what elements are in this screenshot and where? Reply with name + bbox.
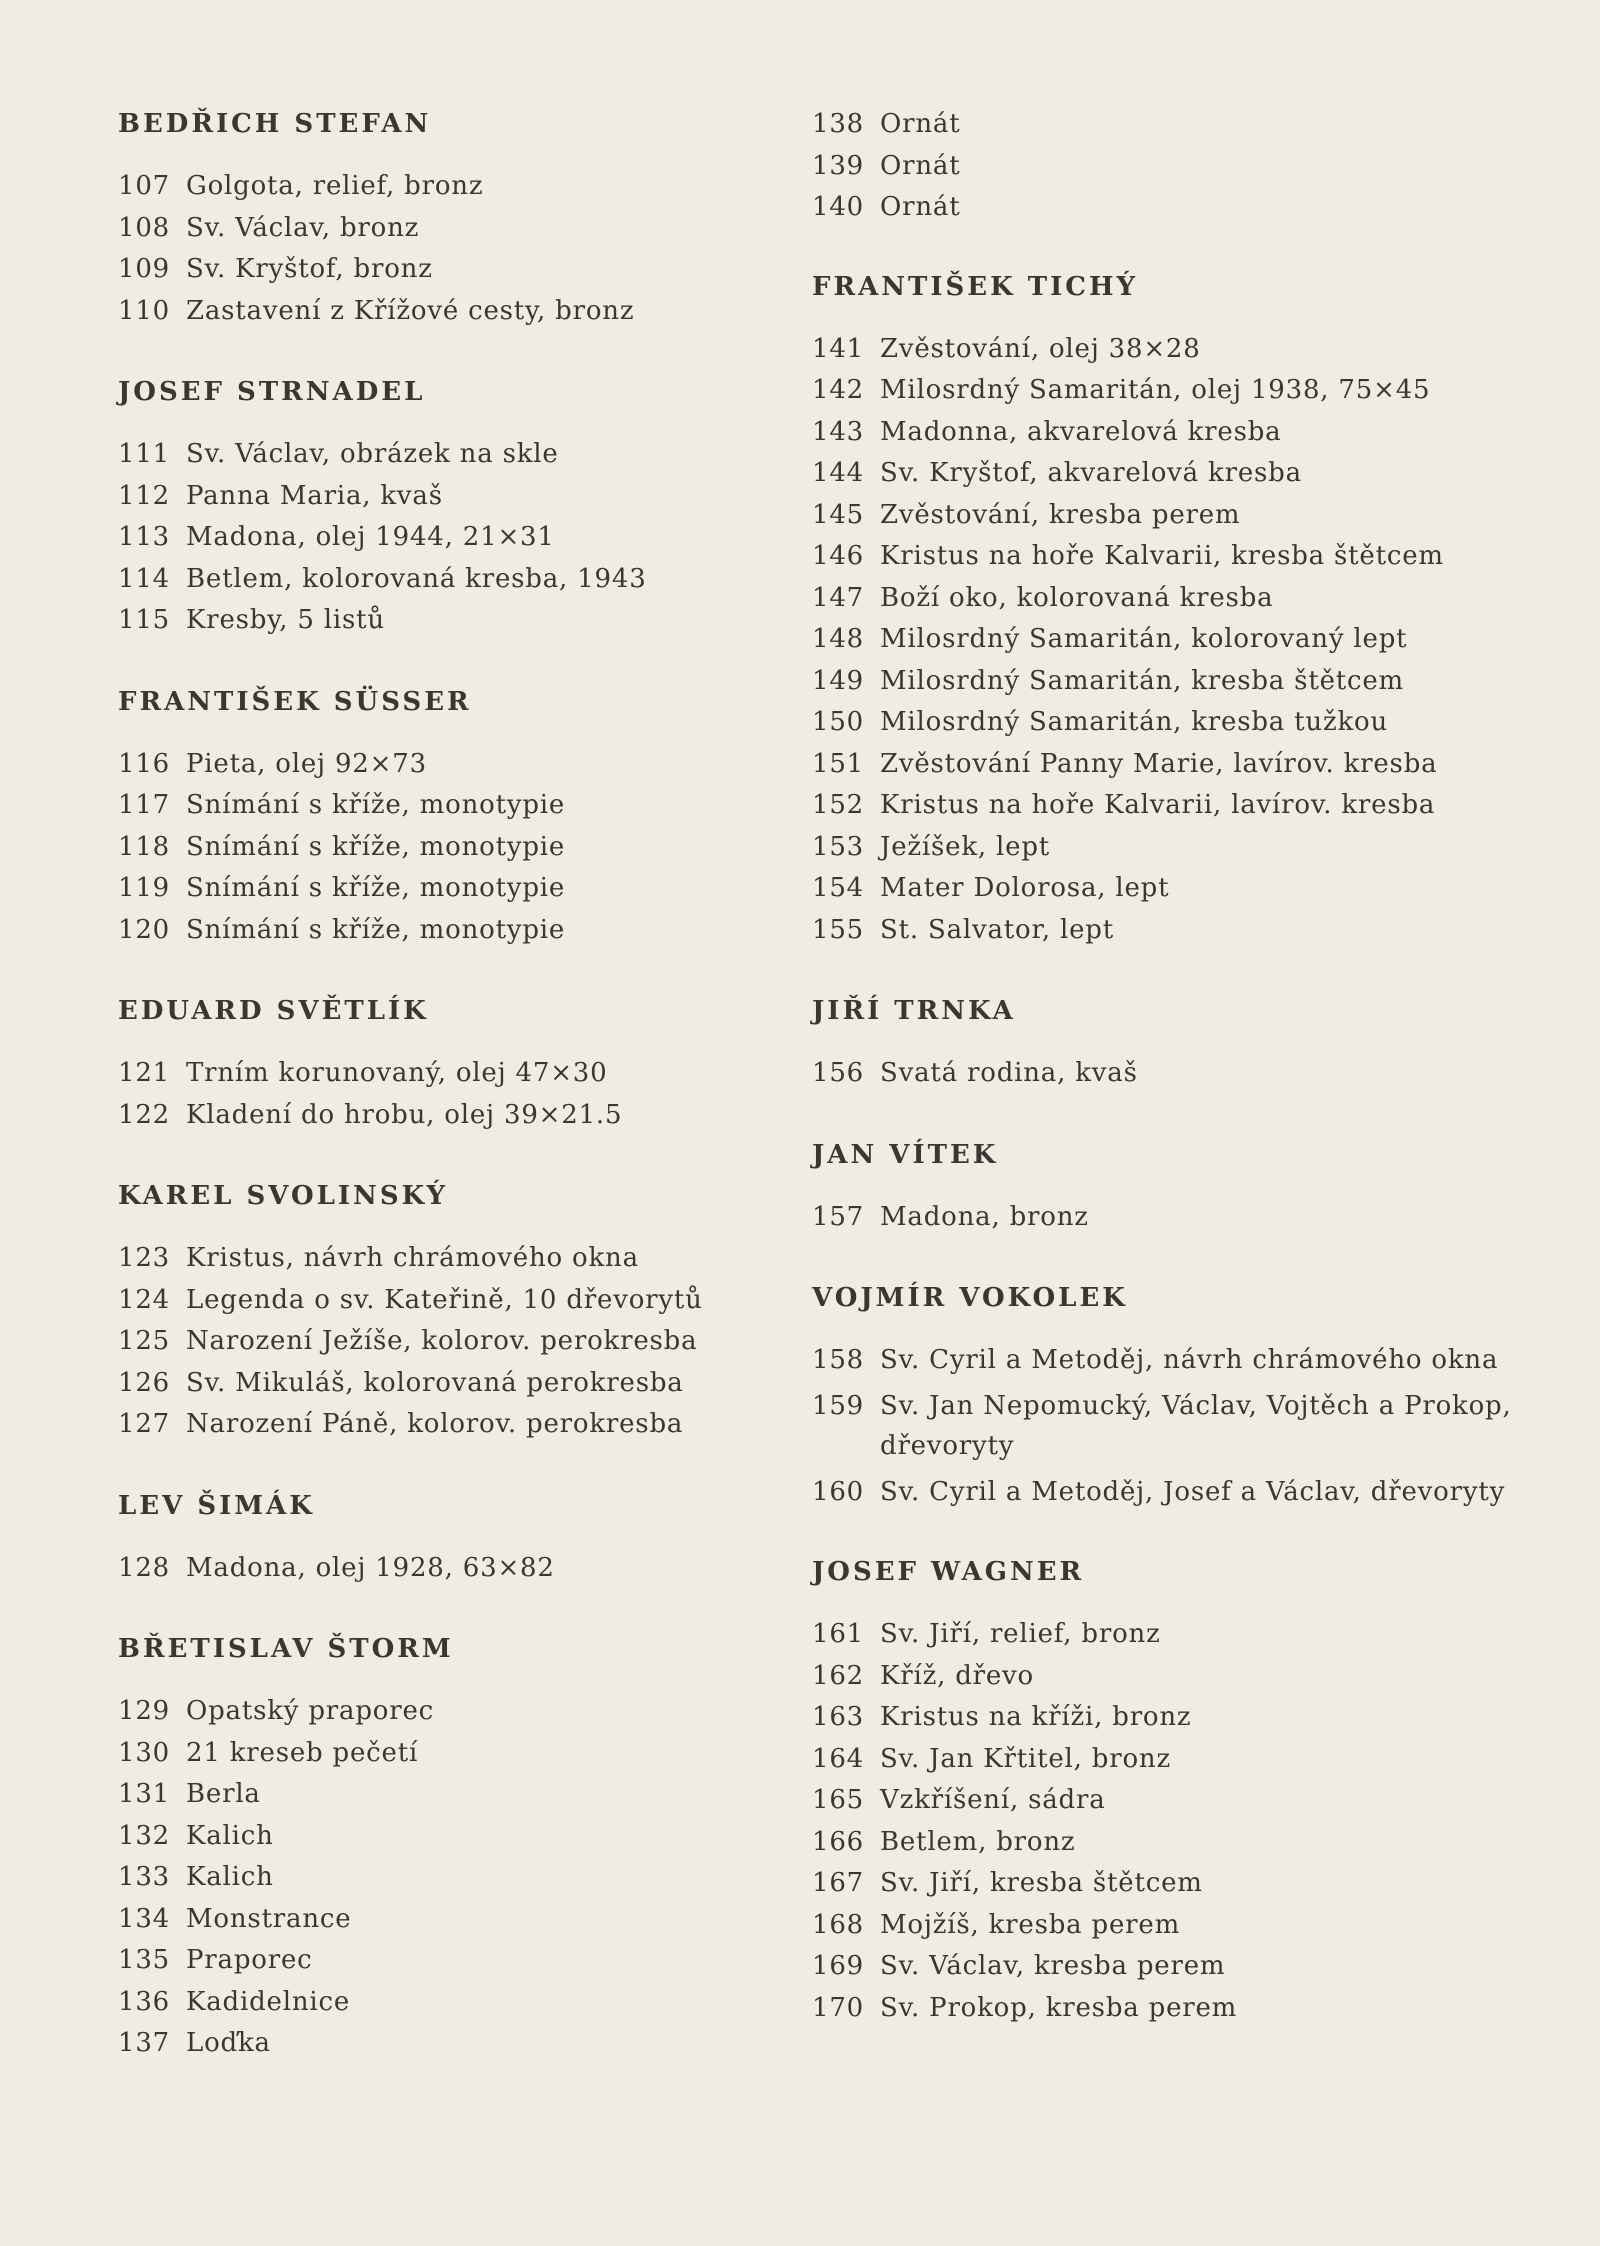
entry-title: Milosrdný Samaritán, kresba tužkou (880, 707, 1389, 737)
entry-title: Kalich (186, 1820, 274, 1851)
catalog-entry (812, 1780, 1532, 1822)
entry-title: Boží oko, kolorovaná kresba (880, 582, 1274, 613)
entry-list (812, 329, 1532, 952)
entry-title: Snímání s kříže, monotypie (186, 873, 566, 903)
entry-title: Narození Ježíše, kolorov. perokresba (186, 1326, 698, 1356)
entry-title: Kadidelnice (186, 1986, 351, 2017)
catalog-entry (812, 412, 1532, 454)
catalog-entry (118, 1857, 808, 1899)
catalog-entry (812, 1053, 1532, 1095)
catalog-entry (118, 1982, 808, 2024)
entry-number: 154 (812, 873, 865, 903)
entry-list (118, 1548, 808, 1590)
entry-number: 155 (812, 914, 865, 945)
entry-title: Mojžíš, kresba perem (880, 1909, 1181, 1940)
entry-number: 130 (118, 1737, 171, 1768)
entry-number: 124 (118, 1284, 171, 1315)
entry-title: Betlem, kolorovaná kresba, 1943 (186, 563, 647, 594)
entry-title: Praporec (186, 1945, 313, 1975)
entry-number: 119 (118, 873, 171, 903)
catalog-entry (812, 104, 1532, 146)
catalog-entry (812, 578, 1532, 620)
artist-section-frantisek-tichy (812, 267, 1532, 952)
entry-list (118, 1238, 808, 1446)
entry-number: 151 (812, 748, 865, 779)
entry-title: Ornát (880, 192, 961, 222)
entry-number: 169 (812, 1951, 865, 1981)
entry-number: 122 (118, 1099, 171, 1130)
entry-title: Kristus, návrh chrámového okna (186, 1243, 639, 1273)
entry-number: 168 (812, 1909, 865, 1940)
entry-number: 143 (812, 416, 865, 447)
entry-number: 120 (118, 914, 171, 945)
artist-section-josef-strnadel (118, 372, 808, 642)
entry-number: 164 (812, 1743, 865, 1774)
entry-title: Milosrdný Samaritán, kresba štětcem (880, 665, 1405, 696)
catalog-entry (118, 1940, 808, 1982)
entry-number: 133 (118, 1862, 171, 1892)
catalog-entry (118, 785, 808, 827)
entry-title: 21 kreseb pečetí (186, 1737, 419, 1768)
entry-title: Sv. Václav, bronz (186, 212, 420, 243)
entry-number: 161 (812, 1619, 865, 1649)
artist-name: FRANTIŠEK TICHÝ (812, 271, 1139, 302)
entry-number: 167 (812, 1868, 865, 1898)
artist-section-frantisek-susser (118, 682, 808, 952)
entry-title: Berla (186, 1779, 261, 1809)
entry-title: Sv. Jan Křtitel, bronz (880, 1743, 1171, 1774)
catalog-entry (812, 453, 1532, 495)
entry-list (812, 1614, 1532, 2029)
catalog-entry (118, 1816, 808, 1858)
entry-title: Sv. Prokop, kresba perem (880, 1992, 1238, 2023)
catalog-entry (812, 744, 1532, 786)
entry-title: Ornát (880, 109, 961, 139)
entry-number: 157 (812, 1201, 865, 1232)
artist-section-jan-vitek (812, 1135, 1532, 1239)
entry-number: 149 (812, 665, 865, 696)
entry-title: Kalich (186, 1862, 274, 1892)
right-column (812, 104, 1532, 2069)
entry-title: Zastavení z Křížové cesty, bronz (186, 295, 635, 326)
entry-title: Milosrdný Samaritán, kolorovaný lept (880, 624, 1408, 654)
entry-number: 170 (812, 1992, 865, 2023)
catalog-entry (118, 1774, 808, 1816)
catalog-entry (118, 1095, 808, 1137)
entry-number: 123 (118, 1243, 171, 1273)
entry-list (118, 1053, 808, 1136)
entry-number: 146 (812, 541, 865, 571)
entry-title: Zvěstování, olej 38×28 (880, 333, 1201, 364)
catalog-entry (118, 868, 808, 910)
catalog-entry (118, 559, 808, 601)
entry-number: 160 (812, 1477, 865, 1507)
entry-title: Kristus na hoře Kalvarii, lavírov. kresba (880, 790, 1436, 820)
entry-title: Pieta, olej 92×73 (186, 748, 427, 779)
entry-number: 150 (812, 707, 865, 737)
catalog-entry (812, 1340, 1532, 1380)
catalog-entry (118, 910, 808, 952)
entry-number: 109 (118, 254, 171, 284)
entry-title: Panna Maria, kvaš (186, 480, 443, 511)
entry-title: Madona, bronz (880, 1201, 1089, 1232)
entry-title: Sv. Cyril a Metoděj, návrh chrámového okna (880, 1345, 1499, 1375)
entry-title: Sv. Cyril a Metoděj, Josef a Václav, dřevoryty (880, 1477, 1506, 1507)
artist-name: JAN VÍTEK (812, 1139, 999, 1170)
entry-number: 121 (118, 1058, 171, 1088)
catalog-entry (812, 827, 1532, 869)
catalog-entry (118, 600, 808, 642)
entry-number: 148 (812, 624, 865, 654)
catalog-entry (118, 1053, 808, 1095)
entry-title: Snímání s kříže, monotypie (186, 790, 566, 820)
catalog-entry (812, 1472, 1532, 1512)
catalog-entry (118, 476, 808, 518)
entry-number: 117 (118, 790, 171, 820)
catalog-entry (118, 434, 808, 476)
entry-number: 144 (812, 458, 865, 488)
artist-name: EDUARD SVĚTLÍK (118, 996, 429, 1026)
entry-number: 138 (812, 109, 865, 139)
artist-name: JIŘÍ TRNKA (812, 996, 1016, 1026)
artist-section-bedrich-stefan (118, 104, 808, 332)
entry-title: Madona, olej 1928, 63×82 (186, 1552, 555, 1583)
catalog-entry (812, 619, 1532, 661)
entry-number: 131 (118, 1779, 171, 1809)
entry-number: 128 (118, 1552, 171, 1583)
artist-name: LEV ŠIMÁK (118, 1490, 315, 1521)
entry-title: Snímání s kříže, monotypie (186, 914, 566, 945)
entry-title: Vzkříšení, sádra (880, 1785, 1106, 1815)
entry-title: Snímání s kříže, monotypie (186, 831, 566, 862)
catalog-entry (812, 1197, 1532, 1239)
entry-number: 137 (118, 2028, 171, 2058)
entry-title: Trním korunovaný, olej 47×30 (186, 1058, 608, 1088)
catalog-entry (812, 702, 1532, 744)
artist-section-karel-svolinsky (118, 1176, 808, 1446)
entry-number: 115 (118, 605, 171, 635)
entry-number: 152 (812, 790, 865, 820)
entry-number: 147 (812, 582, 865, 613)
entry-title: Betlem, bronz (880, 1826, 1076, 1857)
catalog-entry (812, 146, 1532, 188)
artist-name: BEDŘICH STEFAN (118, 109, 432, 139)
catalog-entry (118, 166, 808, 208)
catalog-entry (118, 1733, 808, 1775)
entry-number: 162 (812, 1660, 865, 1691)
entry-number: 142 (812, 375, 865, 405)
catalog-entry (812, 1614, 1532, 1656)
entry-title: Kladení do hrobu, olej 39×21.5 (186, 1099, 623, 1130)
entry-title: Kresby, 5 listů (186, 605, 385, 635)
catalog-entry (812, 785, 1532, 827)
artist-name: JOSEF WAGNER (812, 1557, 1085, 1587)
catalog-entry (812, 661, 1532, 703)
entry-title: Loďka (186, 2028, 271, 2058)
entry-title: Ježíšek, lept (880, 831, 1051, 862)
entry-number: 110 (118, 295, 171, 326)
entry-number: 156 (812, 1058, 865, 1088)
catalog-entry (812, 1905, 1532, 1947)
entry-number: 111 (118, 439, 171, 469)
catalog-entry (812, 1988, 1532, 2030)
artist-name: FRANTIŠEK SÜSSER (118, 686, 472, 717)
catalog-entry (118, 1404, 808, 1446)
entry-title: Kristus na kříži, bronz (880, 1702, 1192, 1732)
entry-title: Sv. Mikuláš, kolorovaná perokresba (186, 1367, 684, 1398)
catalog-entry (812, 1822, 1532, 1864)
entry-number: 153 (812, 831, 865, 862)
catalog-entry (812, 536, 1532, 578)
entry-number: 141 (812, 333, 865, 364)
entry-title: Zvěstování Panny Marie, lavírov. kresba (880, 748, 1438, 779)
artist-section-lev-simak (118, 1486, 808, 1590)
entry-list (118, 434, 808, 642)
artist-section-jiri-trnka (812, 991, 1532, 1095)
entry-title: Milosrdný Samaritán, olej 1938, 75×45 (880, 375, 1431, 405)
continued-items (812, 104, 1532, 229)
catalog-entry (118, 517, 808, 559)
artist-name: KAREL SVOLINSKÝ (118, 1181, 449, 1211)
entry-number: 165 (812, 1785, 865, 1815)
entry-number: 107 (118, 171, 171, 201)
entry-title: Kristus na hoře Kalvarii, kresba štětcem (880, 541, 1444, 571)
entry-number: 166 (812, 1826, 865, 1857)
artist-section-bretislav-storm (118, 1629, 808, 2065)
entry-number: 163 (812, 1702, 865, 1732)
entry-title: Kříž, dřevo (880, 1660, 1034, 1691)
catalog-entry (812, 1739, 1532, 1781)
catalog-entry (812, 1863, 1532, 1905)
entry-number: 136 (118, 1986, 171, 2017)
catalog-entry (118, 291, 808, 333)
entry-list (118, 166, 808, 332)
entry-number: 135 (118, 1945, 171, 1975)
entry-number: 145 (812, 499, 865, 530)
entry-list (118, 1691, 808, 2065)
left-column (118, 104, 808, 2105)
entry-title: Sv. Jiří, kresba štětcem (880, 1868, 1203, 1898)
entry-title: Sv. Kryštof, akvarelová kresba (880, 458, 1302, 488)
entry-number: 158 (812, 1345, 865, 1375)
catalog-entry (118, 1238, 808, 1280)
entry-title: Madona, olej 1944, 21×31 (186, 522, 555, 552)
entry-number: 126 (118, 1367, 171, 1398)
artist-name: JOSEF STRNADEL (118, 377, 426, 407)
catalog-entry (118, 1363, 808, 1405)
entry-number: 127 (118, 1409, 171, 1439)
artist-section-vojmir-vokolek (812, 1278, 1532, 1512)
catalog-entry (812, 187, 1532, 229)
catalog-entry (118, 249, 808, 291)
catalog-entry (118, 827, 808, 869)
artist-section-josef-wagner (812, 1552, 1532, 2029)
artist-section-eduard-svetlik (118, 991, 808, 1136)
entry-list (118, 744, 808, 952)
entry-title: St. Salvator, lept (880, 914, 1115, 945)
entry-number: 139 (812, 150, 865, 181)
entry-title: Legenda o sv. Kateřině, 10 dřevorytů (186, 1284, 703, 1315)
entry-number: 129 (118, 1696, 171, 1726)
catalog-entry (118, 1321, 808, 1363)
entry-number: 112 (118, 480, 171, 511)
entry-title: Narození Páně, kolorov. perokresba (186, 1409, 684, 1439)
catalog-entry (812, 1386, 1532, 1466)
entry-number: 132 (118, 1820, 171, 1851)
artist-name: BŘETISLAV ŠTORM (118, 1634, 454, 1664)
catalog-entry (812, 1946, 1532, 1988)
entry-title: Mater Dolorosa, lept (880, 873, 1170, 903)
entry-title: Sv. Jan Nepomucký, Václav, Vojtěch a Prokop, dřevoryty (880, 1391, 1512, 1461)
entry-number: 114 (118, 563, 171, 594)
catalog-entry (118, 1691, 808, 1733)
catalog-entry (812, 1697, 1532, 1739)
catalog-entry (812, 868, 1532, 910)
entry-number: 134 (118, 1903, 171, 1934)
entry-title: Sv. Václav, kresba perem (880, 1951, 1226, 1981)
entry-title: Ornát (880, 150, 961, 181)
entry-title: Madonna, akvarelová kresba (880, 416, 1282, 447)
entry-list (812, 1197, 1532, 1239)
catalog-entry (812, 1656, 1532, 1698)
artist-name: VOJMÍR VOKOLEK (812, 1283, 1128, 1313)
entry-list (812, 1340, 1532, 1512)
entry-title: Monstrance (186, 1903, 352, 1934)
entry-title: Zvěstování, kresba perem (880, 499, 1241, 530)
entry-title: Sv. Václav, obrázek na skle (186, 439, 559, 469)
entry-title: Sv. Kryštof, bronz (186, 254, 433, 284)
entry-title: Svatá rodina, kvaš (880, 1058, 1138, 1088)
catalog-entry (118, 208, 808, 250)
entry-number: 125 (118, 1326, 171, 1356)
entry-number: 116 (118, 748, 171, 779)
catalog-entry (812, 495, 1532, 537)
entry-title: Sv. Jiří, relief, bronz (880, 1619, 1161, 1649)
entry-number: 140 (812, 192, 865, 222)
entry-number: 118 (118, 831, 171, 862)
entry-list (812, 1053, 1532, 1095)
catalog-entry (118, 1899, 808, 1941)
catalog-entry (812, 329, 1532, 371)
entry-title: Opatský praporec (186, 1696, 435, 1726)
catalog-entry (812, 910, 1532, 952)
catalog-entry (118, 1280, 808, 1322)
entry-number: 113 (118, 522, 171, 552)
entry-number: 108 (118, 212, 171, 243)
entry-title: Golgota, relief, bronz (186, 171, 484, 201)
catalog-entry (118, 1548, 808, 1590)
catalog-entry (118, 2023, 808, 2065)
entry-number: 159 (812, 1391, 865, 1421)
catalog-entry (118, 744, 808, 786)
catalog-entry (812, 370, 1532, 412)
